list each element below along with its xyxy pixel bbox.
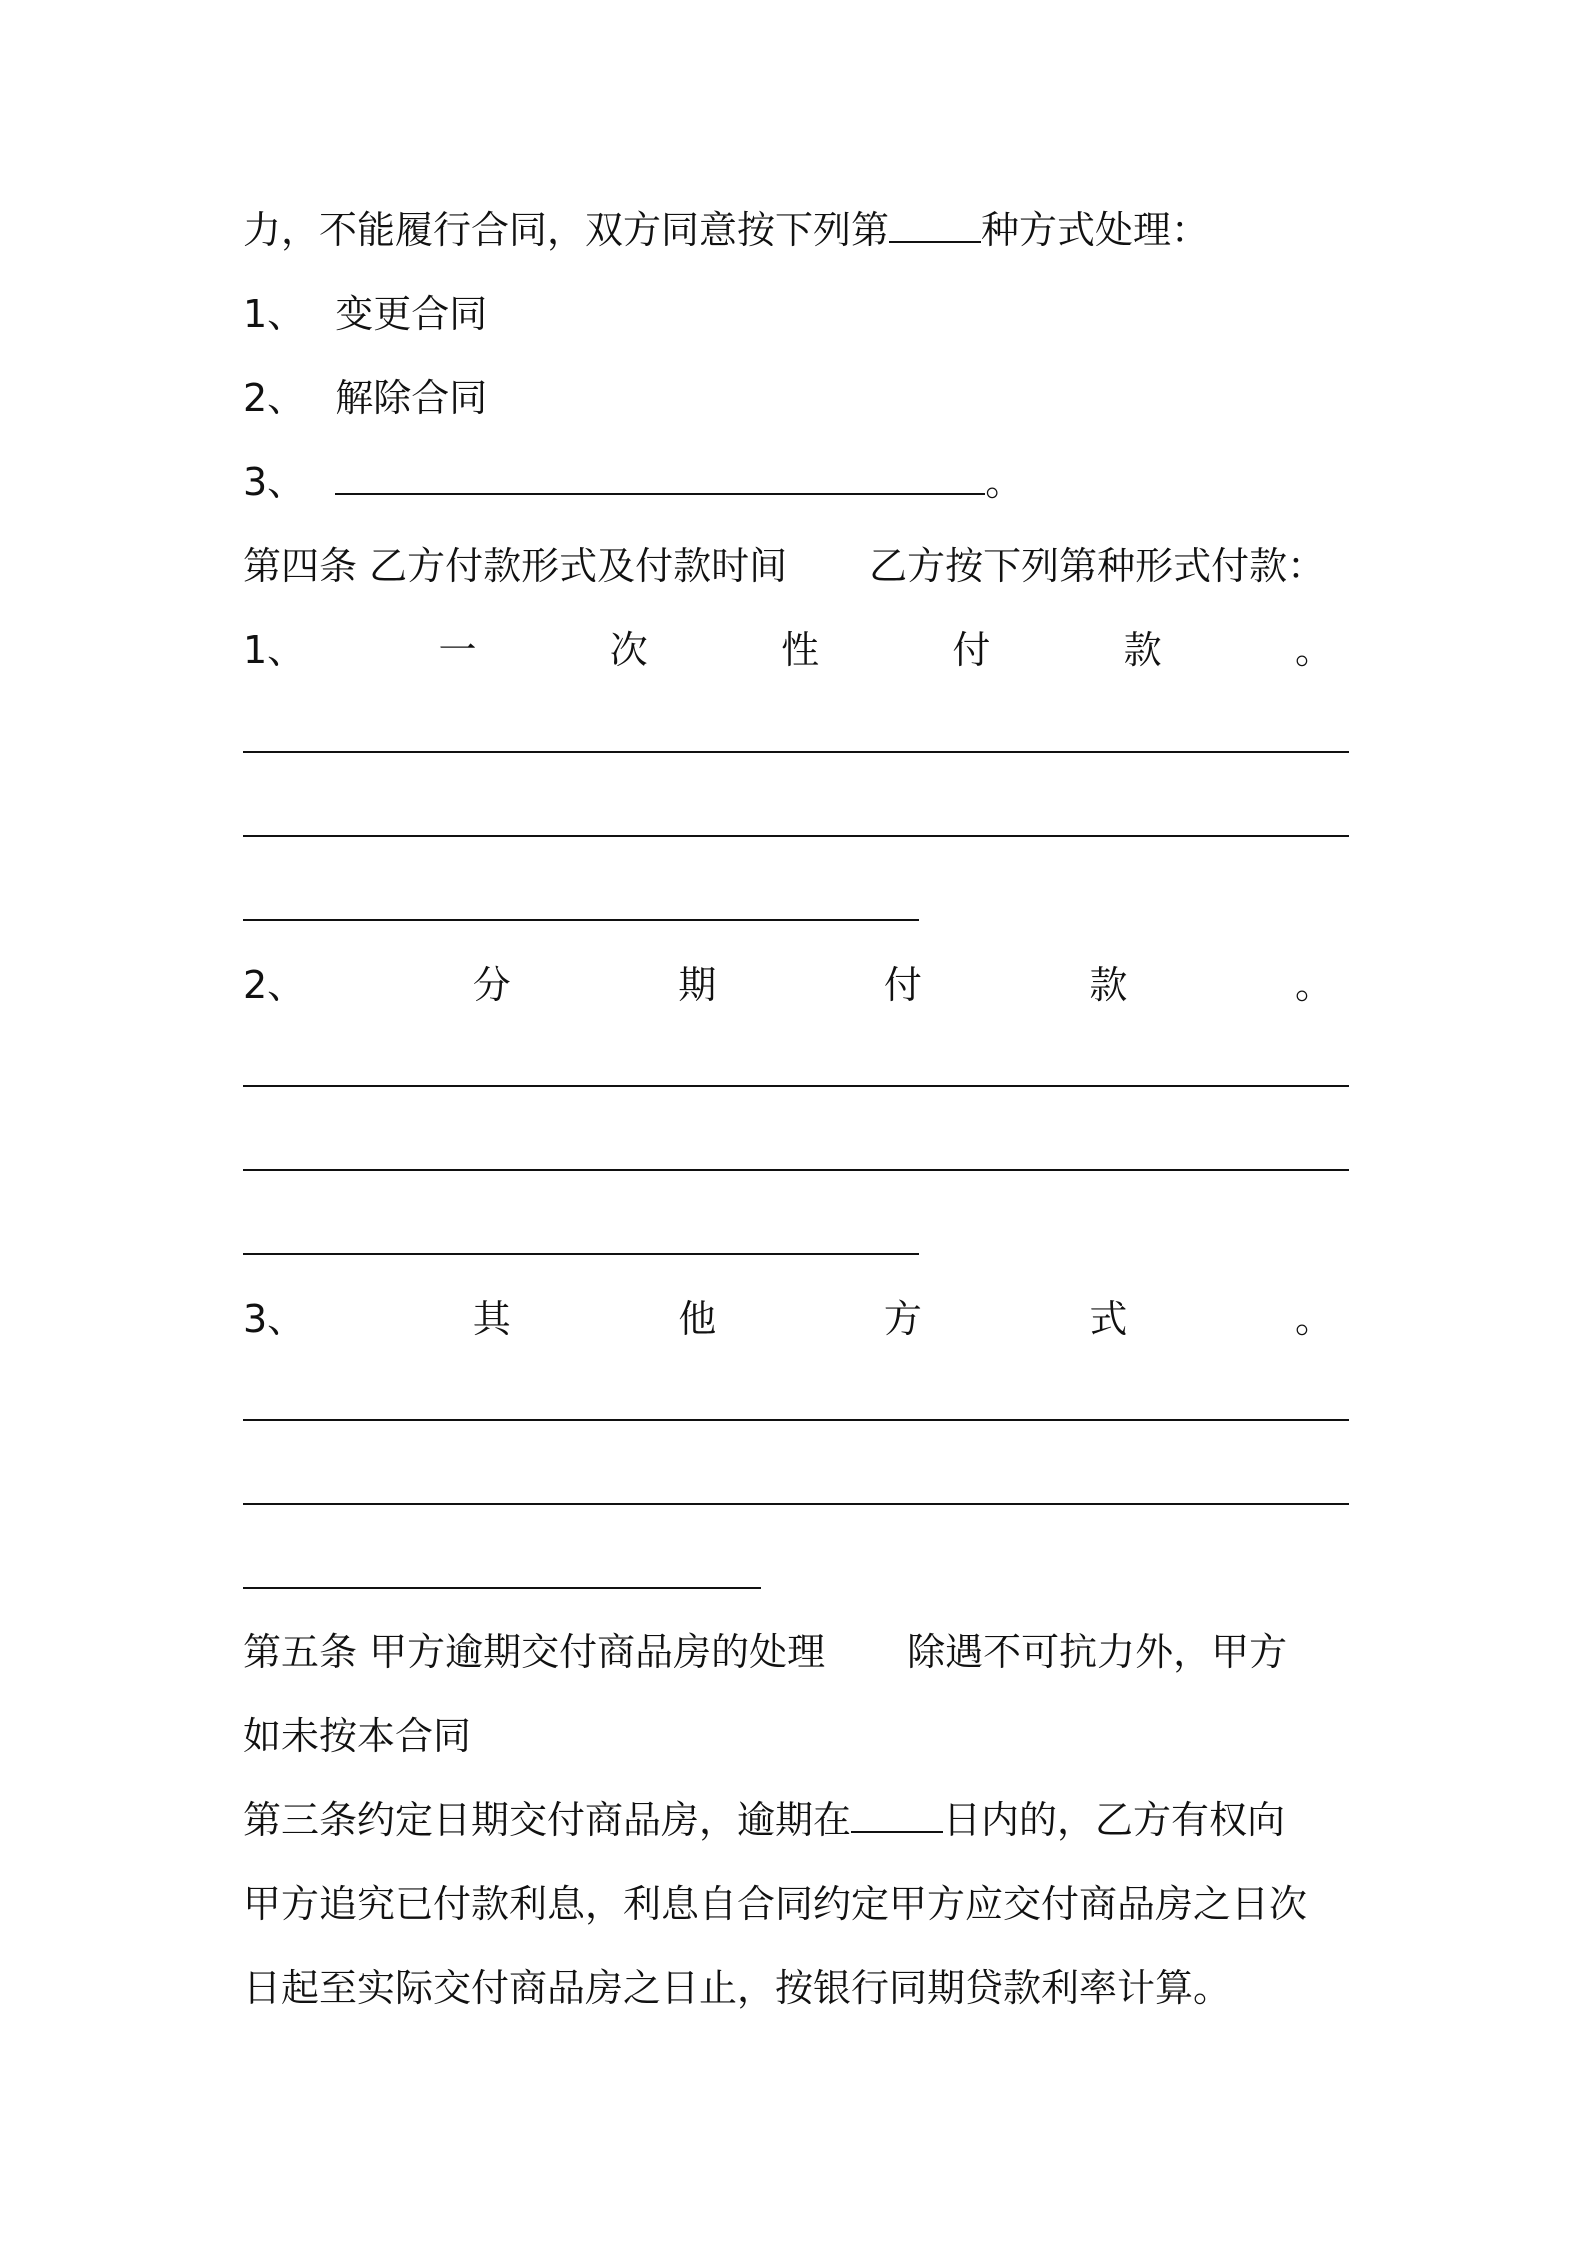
payment-item-2-end: 。 [1294,963,1333,1007]
payment-item-1-end: 。 [1294,628,1333,672]
article-5-line-3-text-after: 日内的，乙方有权向 [943,1798,1286,1842]
option-3-number: 3、 [243,460,306,504]
force-majeure-text-before: 力，不能履行合同，双方同意按下列第 [243,208,890,252]
article-4-heading: 第四条 乙方付款形式及付款时间 [243,544,788,588]
article-5-line-4 [243,1874,1307,1934]
article-5-line-5-text: 日起至实际交付商品房之日止，按银行同期贷款利率计算。 [243,1966,1232,2010]
option-1-text: 变更合同 [335,292,488,336]
payment-item-1-blank-line[interactable] [243,835,1349,837]
choice-number-blank[interactable] [889,201,981,243]
option-3 [243,452,1023,512]
article-5-line-2-text: 如未按本合同 [243,1714,472,1758]
option-2-text: 解除合同 [335,376,488,420]
payment-item-1-blank-line[interactable] [243,919,919,921]
article-5-heading-line [243,1622,1287,1682]
article-5-heading: 第五条 甲方逾期交付商品房的处理 [243,1630,826,1674]
force-majeure-line [243,200,1209,260]
payment-item-3-char: 式 [1089,1297,1128,1341]
overdue-days-blank[interactable] [851,1791,943,1833]
payment-item-1-char: 款 [1123,628,1162,672]
payment-item-2-number: 2、 [243,963,306,1007]
payment-item-2-blank-line[interactable] [243,1253,919,1255]
article-5-tail: 除遇不可抗力外，甲方 [907,1630,1288,1674]
article-5-line-4-text: 甲方追究已付款利息，利息自合同约定甲方应交付商品房之日次 [243,1882,1308,1926]
option-3-blank[interactable] [335,453,985,495]
article-5-line-3 [243,1790,1285,1850]
payment-item-3-char: 他 [678,1297,717,1341]
payment-item-3-blank-line[interactable] [243,1503,1349,1505]
payment-item-2 [243,955,1333,1015]
payment-item-1-blank-line[interactable] [243,751,1349,753]
option-1-number: 1、 [243,292,306,336]
article-5-line-2 [243,1706,471,1766]
option-2-number: 2、 [243,376,306,420]
payment-item-1-char: 次 [609,628,648,672]
payment-item-3-number: 3、 [243,1297,306,1341]
option-2 [243,368,487,428]
option-3-end: 。 [985,460,1024,504]
payment-item-1 [243,620,1333,680]
option-1 [243,284,487,344]
article-4-heading-line [243,536,1325,596]
article-5-line-3-text-before: 第三条约定日期交付商品房，逾期在 [243,1798,852,1842]
article-5-line-5 [243,1958,1231,2018]
payment-item-3-blank-line[interactable] [243,1419,1349,1421]
payment-item-2-char: 期 [678,963,717,1007]
payment-item-3-blank-line[interactable] [243,1587,761,1589]
payment-item-2-char: 款 [1089,963,1128,1007]
payment-item-1-char: 性 [781,628,820,672]
payment-item-2-blank-line[interactable] [243,1085,1349,1087]
payment-item-1-char: 一 [438,628,477,672]
article-4-tail: 乙方按下列第种形式付款： [869,544,1326,588]
payment-item-2-char: 分 [472,963,511,1007]
payment-item-3 [243,1289,1333,1349]
payment-item-2-blank-line[interactable] [243,1169,1349,1171]
payment-item-1-char: 付 [952,628,991,672]
payment-item-2-char: 付 [883,963,922,1007]
payment-item-3-end: 。 [1294,1297,1333,1341]
payment-item-1-number: 1、 [243,628,306,672]
payment-item-3-char: 方 [883,1297,922,1341]
payment-item-3-char: 其 [472,1297,511,1341]
force-majeure-text-after: 种方式处理： [981,208,1210,252]
